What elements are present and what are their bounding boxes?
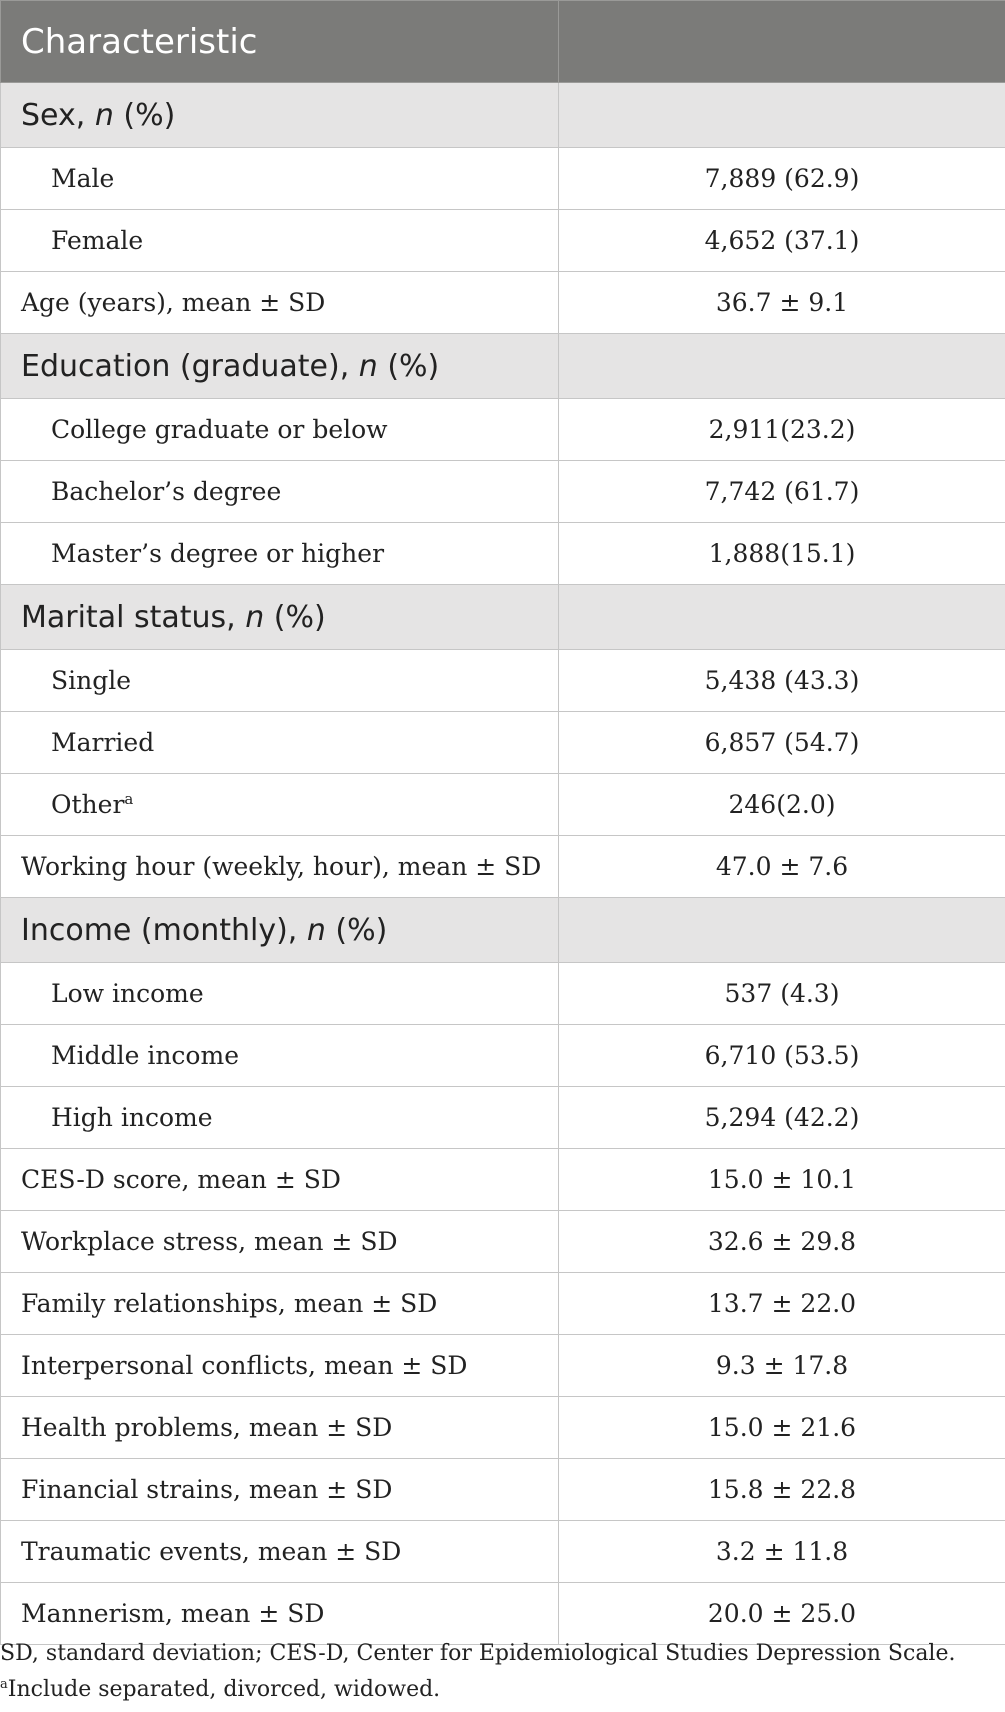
row-value: 15.0 ± 21.6: [559, 1397, 1005, 1459]
section-sex: [1, 83, 1005, 148]
table-row: [1, 210, 1005, 272]
row-value: 7,742 (61.7): [559, 461, 1005, 523]
table-row: [1, 774, 1005, 836]
section-label: Sex, n (%): [1, 83, 559, 148]
row-value: 20.0 ± 25.0: [559, 1583, 1005, 1645]
row-label: Working hour (weekly, hour), mean ± SD: [1, 836, 559, 898]
row-value: 5,294 (42.2): [559, 1087, 1005, 1149]
row-value: 4,652 (37.1): [559, 210, 1005, 272]
footnote-a: $^a$Include separated, divorced, widowed.: [0, 1677, 441, 1702]
section-income: [1, 898, 1005, 963]
row-value: 47.0 ± 7.6: [559, 836, 1005, 898]
table-row: [1, 1273, 1005, 1335]
section-label: Marital status, n (%): [1, 585, 559, 650]
table-row: [1, 1335, 1005, 1397]
row-value: 32.6 ± 29.8: [559, 1211, 1005, 1273]
row-label: Single: [1, 650, 559, 712]
row-label: Bachelor’s degree: [1, 461, 559, 523]
table-row: [1, 1459, 1005, 1521]
row-label: Family relationships, mean ± SD: [1, 1273, 559, 1335]
row-value: 7,889 (62.9): [559, 148, 1005, 210]
table-row: [1, 148, 1005, 210]
footnote-a-marker: a: [0, 1677, 8, 1692]
table-row: [1, 1211, 1005, 1273]
table-footnotes: [0, 1636, 1005, 1708]
row-value: 15.0 ± 10.1: [559, 1149, 1005, 1211]
row-value: 6,710 (53.5): [559, 1025, 1005, 1087]
header-value: [559, 1, 1005, 83]
row-label: Other$^a$: [1, 774, 559, 836]
section-label: Income (monthly), n (%): [1, 898, 559, 963]
row-label: CES-D score, mean ± SD: [1, 1149, 559, 1211]
footnote-marker: a: [124, 790, 134, 808]
table-row: [1, 272, 1005, 334]
table-row: [1, 399, 1005, 461]
table-row: [1, 836, 1005, 898]
table-row: [1, 523, 1005, 585]
footnote-abbreviations: SD, standard deviation; CES-D, Center for Epidemiological Studies Depression Scale.: [0, 1641, 956, 1666]
row-value: 5,438 (43.3): [559, 650, 1005, 712]
row-value: 13.7 ± 22.0: [559, 1273, 1005, 1335]
row-label: Mannerism, mean ± SD: [1, 1583, 559, 1645]
table-row: [1, 712, 1005, 774]
table-row: [1, 1397, 1005, 1459]
row-label: College graduate or below: [1, 399, 559, 461]
header-characteristic: Characteristic: [1, 1, 559, 83]
table-row: [1, 1087, 1005, 1149]
row-label: Workplace stress, mean ± SD: [1, 1211, 559, 1273]
row-value: 6,857 (54.7): [559, 712, 1005, 774]
table-row: [1, 650, 1005, 712]
table-row: [1, 1521, 1005, 1583]
section-marital-status: [1, 585, 1005, 650]
table-row: [1, 1149, 1005, 1211]
row-label: Married: [1, 712, 559, 774]
row-label: Low income: [1, 963, 559, 1025]
row-label: Master’s degree or higher: [1, 523, 559, 585]
row-value: 246(2.0): [559, 774, 1005, 836]
table-row: [1, 461, 1005, 523]
row-label: Interpersonal conflicts, mean ± SD: [1, 1335, 559, 1397]
row-value: 15.8 ± 22.8: [559, 1459, 1005, 1521]
row-label: Financial strains, mean ± SD: [1, 1459, 559, 1521]
row-value: 537 (4.3): [559, 963, 1005, 1025]
row-value: 9.3 ± 17.8: [559, 1335, 1005, 1397]
row-label: High income: [1, 1087, 559, 1149]
section-label: Education (graduate), n (%): [1, 334, 559, 399]
table-header-row: [1, 1, 1005, 83]
row-value: 2,911(23.2): [559, 399, 1005, 461]
row-label: Traumatic events, mean ± SD: [1, 1521, 559, 1583]
row-label: Male: [1, 148, 559, 210]
row-value: 3.2 ± 11.8: [559, 1521, 1005, 1583]
row-value: 36.7 ± 9.1: [559, 272, 1005, 334]
row-label: Female: [1, 210, 559, 272]
table-row: [1, 1025, 1005, 1087]
row-label: Age (years), mean ± SD: [1, 272, 559, 334]
table-row: [1, 963, 1005, 1025]
row-label: Middle income: [1, 1025, 559, 1087]
row-label: Health problems, mean ± SD: [1, 1397, 559, 1459]
row-value: 1,888(15.1): [559, 523, 1005, 585]
section-education: [1, 334, 1005, 399]
